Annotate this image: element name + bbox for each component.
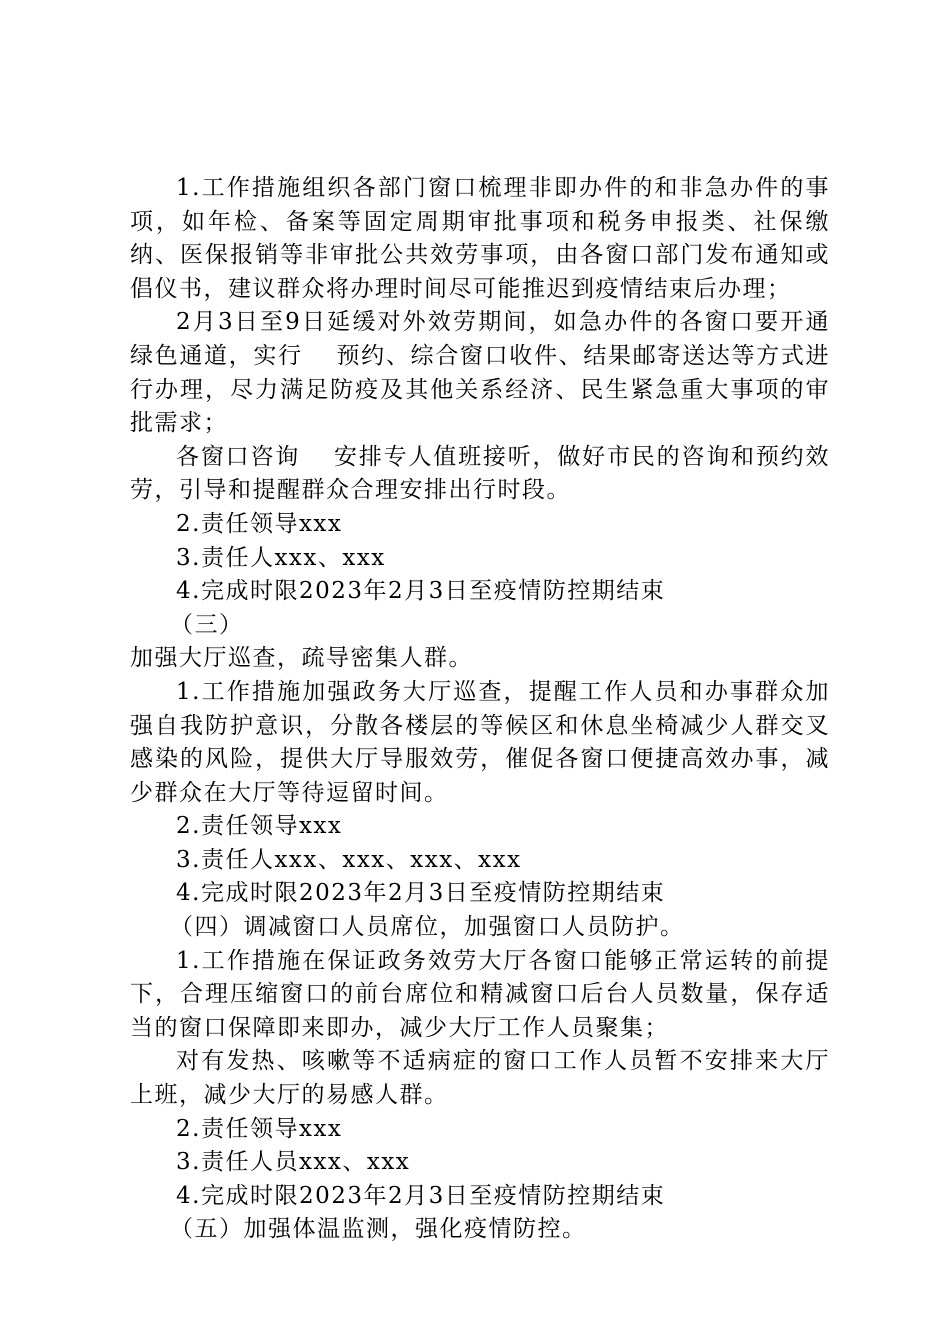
paragraph-deadline-4: 4.完成时限2023年2月3日至疫情防控期结束 — [176, 1182, 666, 1209]
section-title-3: 加强大厅巡查，疏导密集人群。 — [130, 645, 473, 672]
paragraph-fever-staff: 对有发热、咳嗽等不适病症的窗口工作人员暂不安排来大厅上班，减少大厅的易感人群。 — [130, 1048, 830, 1109]
paragraph-leader-4: 2.责任领导xxx — [176, 1115, 343, 1142]
section-heading-5: （五）加强体温监测，强化疫情防控。 — [170, 1216, 587, 1243]
section-heading-4: （四）调减窗口人员席位，加强窗口人员防护。 — [170, 914, 685, 941]
document-page — [130, 172, 830, 1247]
paragraph-measures-3: 1.工作措施加强政务大厅巡查，提醒工作人员和办事群众加强自我防护意识，分散各楼层的等候区和休息坐椅减少人群交叉感染的风险，提供大厅导服效劳，催促各窗口便捷高效办事，减少群众在大厅等待逗留时间。 — [130, 678, 830, 806]
paragraph-responsible-4: 3.责任人员xxx、xxx — [176, 1149, 411, 1176]
paragraph-responsible-3: 3.责任人xxx、xxx、xxx、xxx — [176, 846, 522, 873]
paragraph-deadline-1: 4.完成时限2023年2月3日至疫情防控期结束 — [176, 578, 666, 605]
paragraph-measures-1: 1.工作措施组织各部门窗口梳理非即办件的和非急办件的事项，如年检、备案等固定周期审批事项和税务申报类、社保缴纳、医保报销等非审批公共效劳事项，由各窗口部门发布通知或倡仪书，建议群众将办理时间尽可能推迟到疫情结束后办理； — [130, 175, 830, 302]
paragraph-green-channel: 2月3日至9日延缓对外效劳期间，如急办件的各窗口要开通绿色通道，实行 预约、综合窗口收件、结果邮寄送达等方式进行办理，尽力满足防疫及其他关系经济、民生紧急重大事项的审批需求； — [130, 309, 830, 437]
paragraph-deadline-3: 4.完成时限2023年2月3日至疫情防控期结束 — [176, 880, 666, 907]
paragraph-consultation: 各窗口咨询 安排专人值班接听，做好市民的咨询和预约效劳，引导和提醒群众合理安排出行时段。 — [130, 443, 830, 504]
paragraph-responsible-1: 3.责任人xxx、xxx — [176, 544, 386, 571]
paragraph-measures-4: 1.工作措施在保证政务效劳大厅各窗口能够正常运转的前提下，合理压缩窗口的前台席位和精减窗口后台人员数量，保存适当的窗口保障即来即办，减少大厅工作人员聚集； — [130, 947, 830, 1041]
paragraph-leader-1: 2.责任领导xxx — [176, 510, 343, 537]
section-heading-3: （三） — [170, 611, 244, 638]
paragraph-leader-3: 2.责任领导xxx — [176, 813, 343, 840]
